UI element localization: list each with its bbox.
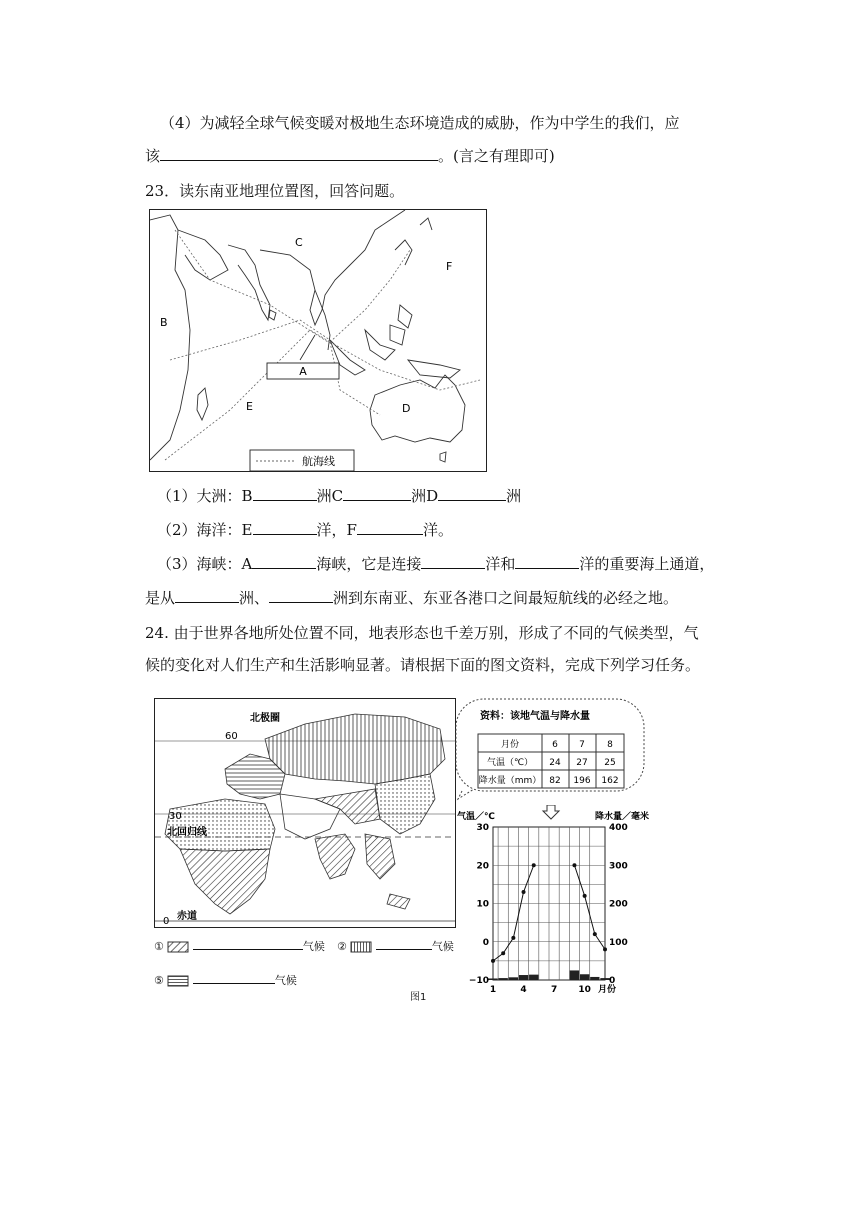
q22-item4-end: 。(言之有理即可) — [438, 147, 555, 165]
q24-stem-line2: 候的变化对人们生产和生活影响显著。请根据下面的图文资料，完成下列学习任务。 — [145, 656, 701, 674]
y-right-tick-label: 300 — [609, 861, 628, 872]
q23-stem: 23．读东南亚地理位置图，回答问题。 — [145, 182, 405, 200]
table-cell: 162 — [601, 776, 619, 786]
answer-blank-c[interactable] — [343, 486, 411, 501]
q23-q3-line2 — [145, 587, 678, 608]
lat-equator: 赤道 — [177, 911, 197, 922]
answer-blank-b[interactable] — [253, 486, 317, 501]
table-header-8: 8 — [607, 740, 613, 750]
temperature-point — [532, 863, 536, 867]
q2-prefix: （2）海洋：E — [157, 521, 253, 539]
answer-blank-ocean1[interactable] — [421, 554, 485, 569]
temperature-point — [603, 947, 607, 951]
lat-arctic: 北极圈 — [250, 713, 280, 724]
q22-item4-start: 该 — [145, 147, 161, 165]
temperature-point — [583, 894, 587, 898]
lat-60: 60 — [225, 731, 238, 742]
table-cell: 27 — [576, 758, 588, 768]
legend-suffix-3: 气候 — [274, 974, 297, 987]
y-right-tick-label: 200 — [609, 899, 628, 910]
y-right-tick-label: 100 — [609, 937, 628, 948]
legend-num-1: ① — [154, 940, 164, 953]
map-label-e: E — [246, 400, 253, 413]
table-header-6: 6 — [552, 740, 558, 750]
table-cell: 25 — [604, 758, 616, 768]
y-left-tick-label: 0 — [482, 937, 489, 948]
precip-bar — [570, 970, 579, 980]
table-cell-temp-label: 气温（℃） — [486, 758, 534, 768]
answer-blank-d[interactable] — [438, 486, 506, 501]
answer-blank-climate3[interactable] — [193, 973, 275, 984]
y-left-tick-label: −10 — [468, 976, 489, 986]
legend-row-1 — [154, 938, 325, 954]
x-unit-label: 月份 — [597, 985, 617, 995]
q22-item4-line1: （4）为减轻全球气候变暖对极地生态环境造成的威胁，作为中学生的我们，应 — [160, 114, 680, 132]
q1-c: C — [331, 487, 344, 505]
table-cell-precip-label: 降水量（mm） — [478, 776, 542, 786]
y-right-tick-label: 0 — [609, 976, 616, 986]
precip-bar — [580, 974, 589, 980]
map-label-d: D — [402, 402, 411, 415]
legend-swatch-vert — [350, 941, 372, 953]
precip-bar — [499, 978, 508, 980]
q2-yang: 洋 — [316, 521, 332, 539]
legend-row-3 — [154, 972, 297, 988]
southeast-asia-map — [149, 209, 487, 472]
temperature-point — [593, 932, 597, 936]
precip-bar — [519, 975, 528, 980]
q1-prefix: （1）大洲：B — [157, 487, 253, 505]
lat-0: 0 — [163, 916, 170, 927]
answer-blank-continent1[interactable] — [175, 588, 239, 603]
precip-bar — [590, 977, 599, 980]
table-header-month: 月份 — [500, 740, 520, 750]
map-label-a: A — [299, 365, 307, 378]
temperature-point — [501, 951, 505, 955]
answer-blank-climate1[interactable] — [193, 939, 303, 950]
q1-zhou-b: 洲 — [316, 487, 332, 505]
map-label-b: B — [160, 316, 168, 329]
q23-q3-line1 — [157, 553, 714, 574]
q23-q1 — [157, 485, 521, 506]
q22-item4-line2 — [145, 145, 555, 166]
table-cell: 82 — [549, 776, 561, 786]
table-cell: 24 — [549, 758, 561, 768]
legend-row-2 — [337, 938, 454, 954]
q1-d: D — [426, 487, 439, 505]
y-left-tick-label: 10 — [476, 899, 489, 910]
legend-num-2: ② — [337, 940, 347, 953]
precip-bar — [488, 978, 497, 980]
legend-num-3: ⑤ — [154, 974, 164, 987]
answer-blank-continent2[interactable] — [269, 588, 333, 603]
chart-ylabel-left: 气温／℃ — [457, 812, 495, 822]
resource-bubble — [454, 697, 646, 801]
precip-bar — [509, 977, 518, 980]
table-header-7: 7 — [579, 740, 585, 750]
answer-blank-climate2[interactable] — [376, 939, 432, 950]
x-tick-label: 7 — [550, 985, 558, 995]
temperature-point — [572, 863, 576, 867]
figure-caption: 图1 — [410, 992, 427, 1003]
down-arrow-icon — [543, 805, 559, 819]
q3-p3: 洋的重要海上通道， — [579, 555, 715, 573]
precip-bar — [529, 975, 538, 980]
legend-swatch-horiz — [167, 975, 189, 987]
answer-blank-ocean2[interactable] — [515, 554, 579, 569]
y-right-tick-label: 400 — [609, 823, 628, 833]
q2-end: 洋。 — [422, 521, 453, 539]
table-cell: 196 — [573, 776, 591, 786]
legend-swatch-diag — [167, 941, 189, 953]
y-left-tick-label: 20 — [476, 861, 489, 872]
q3-p6: 洲到东南亚、东亚各港口之间最短航线的必经之地。 — [333, 589, 679, 607]
lat-tropic: 北回归线 — [167, 827, 207, 838]
climate-chart — [455, 805, 655, 1005]
q3-p2: 洋和 — [485, 555, 516, 573]
q3-p4: 是从 — [145, 589, 176, 607]
chart-ylabel-right: 降水量／毫米 — [595, 812, 650, 822]
temperature-point — [511, 936, 515, 940]
answer-blank-f[interactable] — [357, 520, 423, 535]
q2-f: ，F — [331, 521, 357, 539]
q3-p5: 洲、 — [239, 589, 270, 607]
map-legend-route: 航海线 — [302, 455, 335, 468]
q3-prefix: （3）海峡：A — [157, 555, 253, 573]
resource-title: 资料：该地气温与降水量 — [480, 711, 590, 722]
lat-30: 30 — [169, 811, 182, 822]
x-tick-label: 10 — [578, 985, 591, 995]
map-label-f: F — [446, 260, 453, 273]
temperature-line — [493, 865, 534, 961]
temperature-point — [491, 959, 495, 963]
x-tick-label: 1 — [489, 985, 497, 995]
legend-suffix-1: 气候 — [302, 940, 325, 953]
q1-zhou-d: 洲 — [506, 487, 522, 505]
map-label-c: C — [295, 236, 303, 249]
answer-blank-a[interactable] — [252, 554, 316, 569]
temperature-point — [522, 890, 526, 894]
q1-zhou-c: 洲 — [411, 487, 427, 505]
q24-stem-line1: 24. 由于世界各地所处位置不同，地表形态也千差万别，形成了不同的气候类型，气 — [145, 624, 699, 642]
q23-q2 — [157, 519, 453, 540]
x-tick-label: 4 — [520, 985, 527, 995]
q3-p1: 海峡，它是连接 — [316, 555, 422, 573]
eurasia-africa-climate-map — [154, 698, 456, 928]
y-left-tick-label: 30 — [476, 823, 489, 833]
answer-blank-e[interactable] — [253, 520, 317, 535]
answer-blank[interactable] — [160, 146, 438, 161]
legend-suffix-2: 气候 — [431, 940, 454, 953]
